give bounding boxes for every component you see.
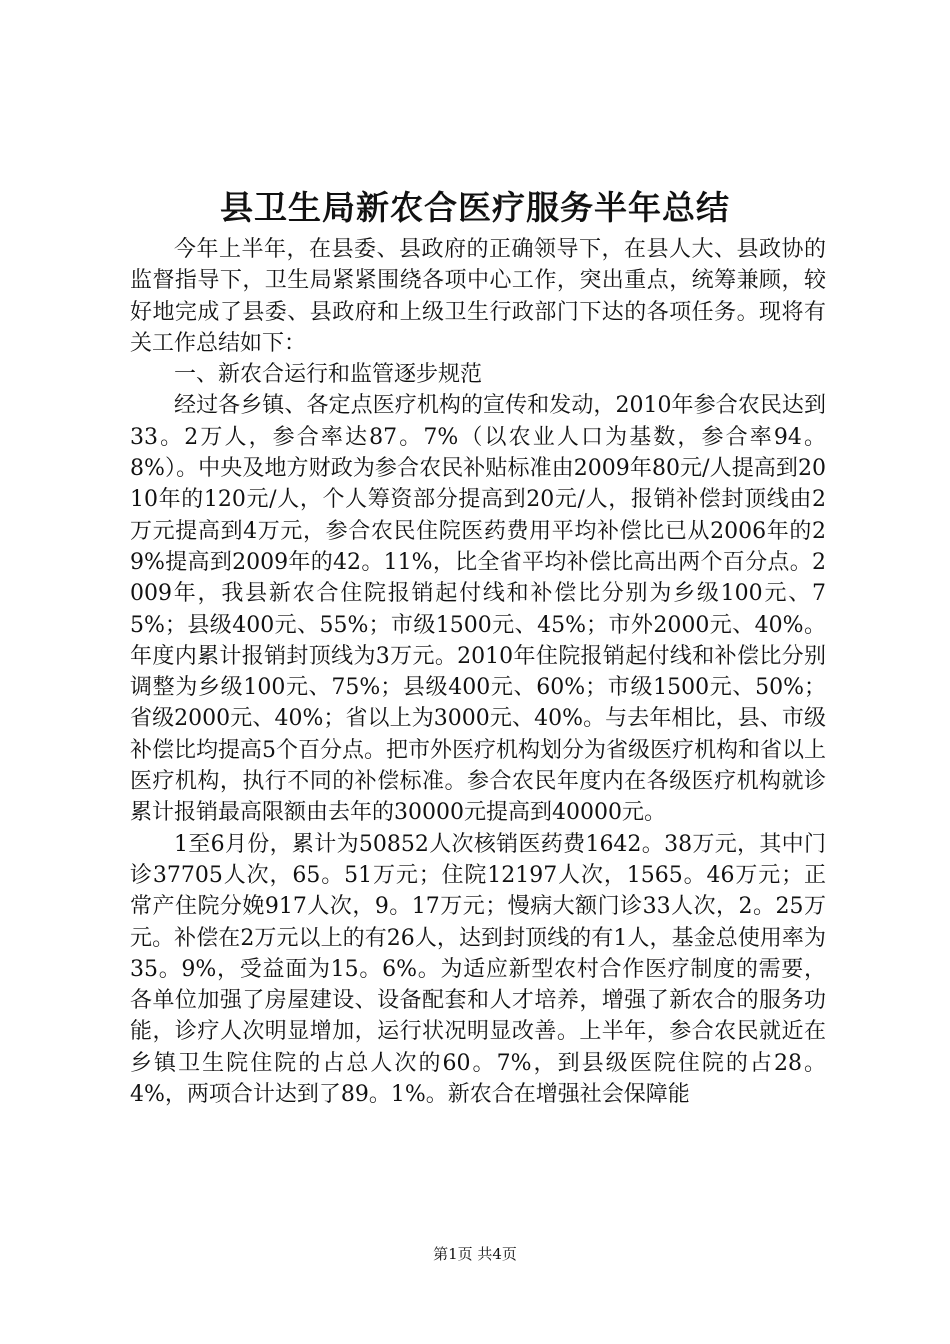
intro-paragraph: 今年上半年，在县委、县政府的正确领导下，在县人大、县政协的监督指导下，卫生局紧紧围绕各项中心工作，突出重点，统筹兼顾，较好地完成了县委、县政府和上级卫生行政部门下达的各项任务。现将有关工作总结如下： <box>130 237 826 356</box>
section-heading: 一、新农合运行和监管逐步规范 <box>174 362 483 388</box>
document-title: 县卫生局新农合医疗服务半年总结 <box>220 188 730 227</box>
page-number-footer: 第1页 共4页 <box>433 1245 517 1263</box>
body-paragraph: 1至6月份，累计为50852人次核销医药费1642。38万元，其中门诊37705人次，65。51万元；住院12197人次，1565。46万元；正常产住院分娩917人次，9。17万元；慢病大额门诊33人次，2。25万元。补偿在2万元以上的有26人，达到封顶线的有1人，基金总使用率为35。9%，受益面为15。6%。为适应新型农村合作医疗制度的需要，各单位加强了房屋建设、设备配套和人才培养，增强了新农合的服务功能，诊疗人次明显增加，运行状况明显改善。上半年，参合农民就近在乡镇卫生院住院的占总人次的60。7%，到县级医院住院的占28。4%，两项合计达到了89。1%。新农合在增强社会保障能 <box>130 831 826 1108</box>
body-paragraph: 经过各乡镇、各定点医疗机构的宣传和发动，2010年参合农民达到33。2万人，参合率达87。7%（以农业人口为基数，参合率94。8%）。中央及地方财政为参合农民补贴标准由2009年80元/人提高到2010年的120元/人，个人筹资部分提高到20元/人，报销补偿封顶线由2万元提高到4万元，参合农民住院医药费用平均补偿比已从2006年的29%提高到2009年的42。11%，比全省平均补偿比高出两个百分点。2009年，我县新农合住院报销起付线和补偿比分别为乡级100元、75%；县级400元、55%；市级1500元、45%；市外2000元、40%。年度内累计报销封顶线为3万元。2010年住院报销起付线和补偿比分别调整为乡级100元、75%；县级400元、60%；市级1500元、50%；省级2000元、40%；省以上为3000元、40%。与去年相比，县、市级补偿比均提高5个百分点。把市外医疗机构划分为省级医疗机构和省以上医疗机构，执行不同的补偿标准。参合农民年度内在各级医疗机构就诊累计报销最高限额由去年的30000元提高到40000元。 <box>130 393 826 826</box>
document-body <box>130 234 826 1110</box>
